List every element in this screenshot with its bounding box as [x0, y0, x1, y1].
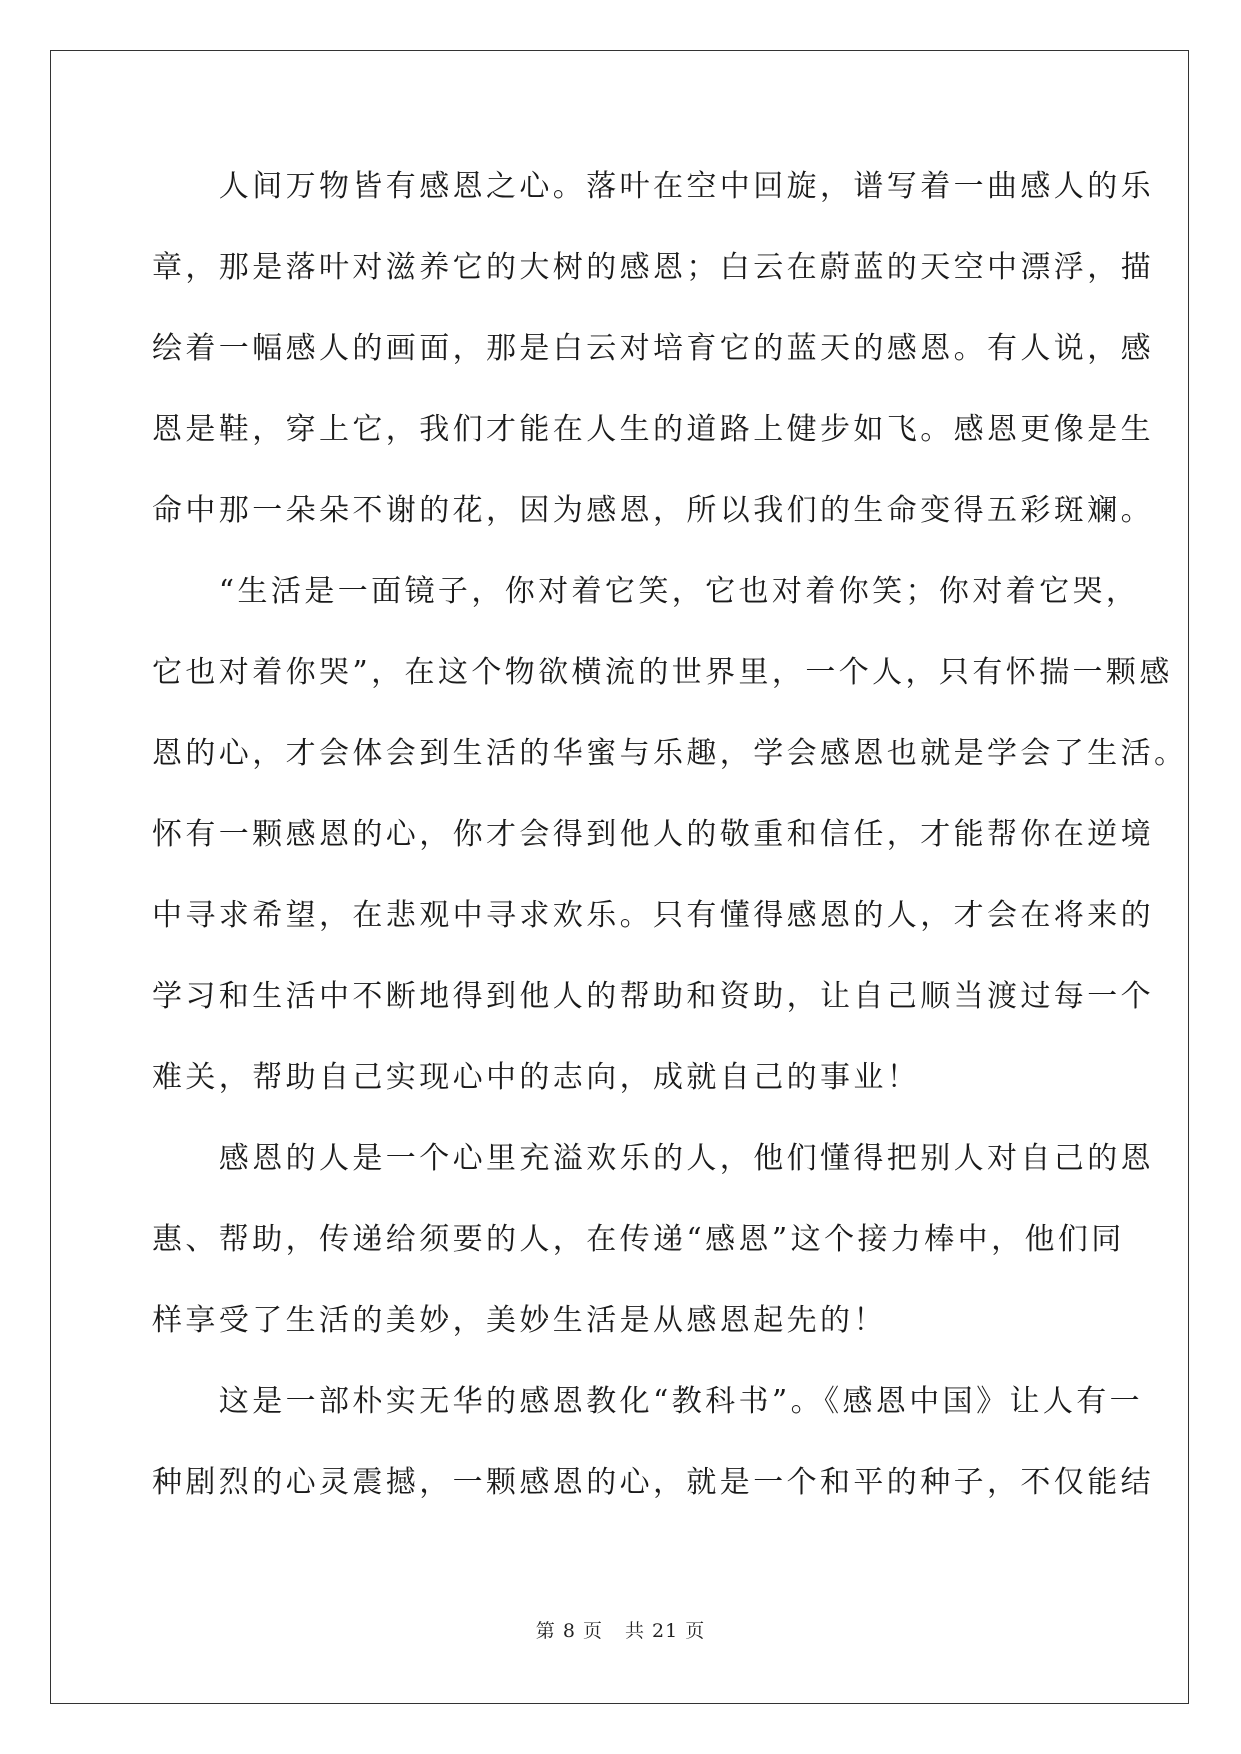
text-line: 种剧烈的心灵震撼，一颗感恩的心，就是一个和平的种子，不仅能结 — [152, 1465, 1154, 1500]
text-line: 恩是鞋，穿上它，我们才能在人生的道路上健步如飞。感恩更像是生 — [152, 412, 1154, 447]
text-line: 命中那一朵朵不谢的花，因为感恩，所以我们的生命变得五彩斑斓。 — [152, 493, 1154, 528]
text-line: 它也对着你哭”，在这个物欲横流的世界里，一个人，只有怀揣一颗感 — [152, 655, 1173, 690]
text-line: 感恩的人是一个心里充溢欢乐的人，他们懂得把别人对自己的恩 — [152, 1141, 1154, 1176]
text-line: 绘着一幅感人的画面，那是白云对培育它的蓝天的感恩。有人说，感 — [152, 331, 1154, 366]
text-line: 样享受了生活的美妙，美妙生活是从感恩起先的！ — [152, 1303, 887, 1338]
current-page-number: 第 8 页 — [535, 1620, 603, 1642]
text-line: 中寻求希望，在悲观中寻求欢乐。只有懂得感恩的人，才会在将来的 — [152, 898, 1154, 933]
text-line: 人间万物皆有感恩之心。落叶在空中回旋，谱写着一曲感人的乐 — [152, 169, 1154, 204]
text-line: 恩的心，才会体会到生活的华蜜与乐趣，学会感恩也就是学会了生活。 — [152, 736, 1188, 771]
text-line: 学习和生活中不断地得到他人的帮助和资助，让自己顺当渡过每一个 — [152, 979, 1154, 1014]
text-line: 章，那是落叶对滋养它的大树的感恩；白云在蔚蓝的天空中漂浮，描 — [152, 250, 1154, 285]
document-body — [152, 160, 1188, 1537]
text-line: “生活是一面镜子，你对着它笑，它也对着你笑；你对着它哭， — [152, 574, 1140, 609]
page-footer — [0, 1616, 1241, 1643]
text-line: 难关，帮助自己实现心中的志向，成就自己的事业！ — [152, 1060, 921, 1095]
total-page-count: 共 21 页 — [624, 1620, 706, 1642]
text-line: 惠、帮助，传递给须要的人，在传递“感恩”这个接力棒中，他们同 — [152, 1222, 1125, 1257]
text-line: 怀有一颗感恩的心，你才会得到他人的敬重和信任，才能帮你在逆境 — [152, 817, 1154, 852]
text-line: 这是一部朴实无华的感恩教化“教科书”。《感恩中国》让人有一 — [152, 1384, 1144, 1419]
